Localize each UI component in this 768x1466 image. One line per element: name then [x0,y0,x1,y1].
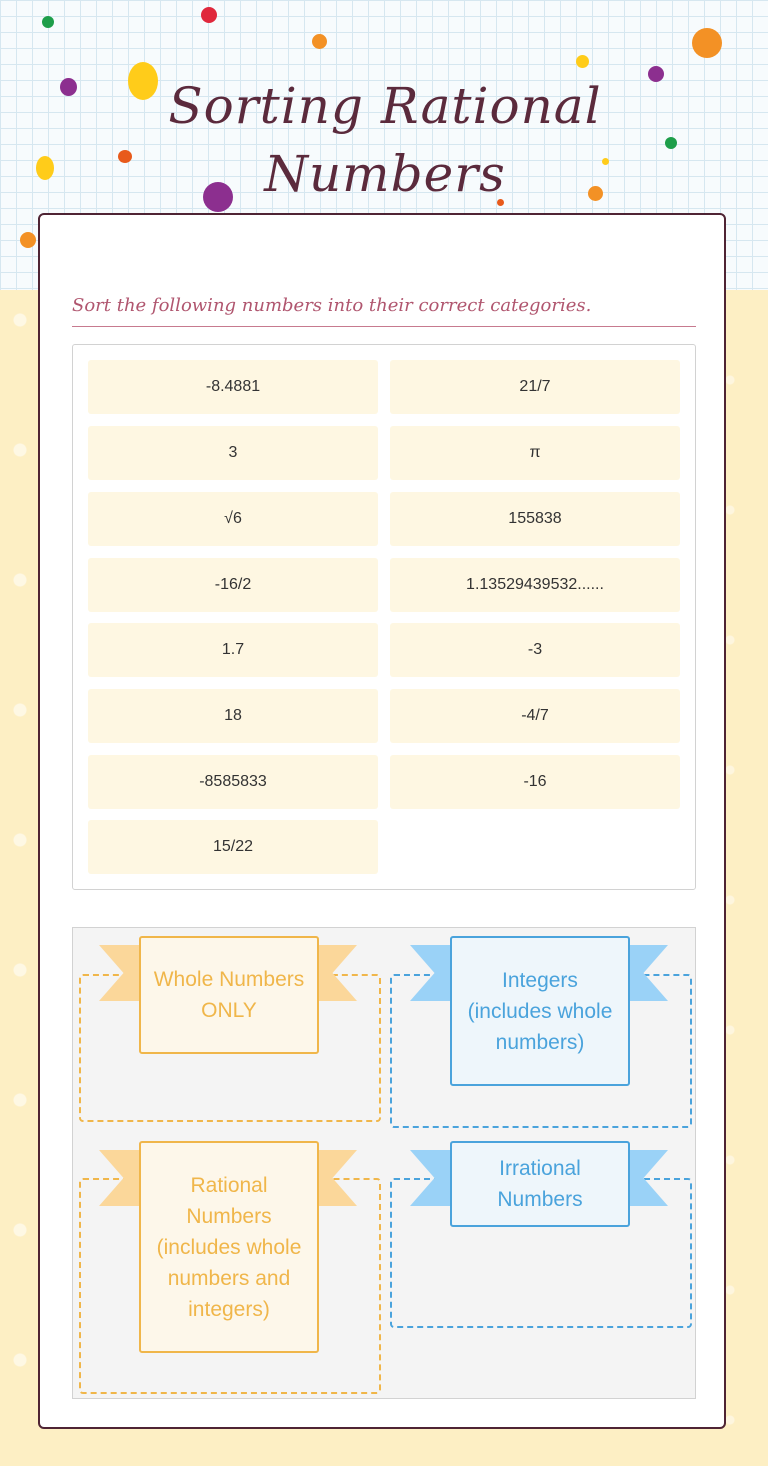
category-label-whole-numbers: Whole Numbers ONLY [139,936,319,1054]
draggable-number[interactable]: 21/7 [390,360,680,414]
draggable-number[interactable]: 1.13529439532...... [390,558,680,612]
categories-panel [72,927,696,1399]
category-label-rational-numbers: Rational Numbers (includes whole numbers and integers) [139,1141,319,1353]
category-label-irrational-numbers: Irrational Numbers [450,1141,630,1227]
draggable-number[interactable]: √6 [88,492,378,546]
draggable-number[interactable]: -4/7 [390,689,680,743]
draggable-number[interactable]: -8585833 [88,755,378,809]
draggable-number[interactable]: -8.4881 [88,360,378,414]
draggable-number[interactable]: π [390,426,680,480]
draggable-number[interactable]: 18 [88,689,378,743]
draggable-number[interactable]: -16/2 [88,558,378,612]
draggable-number[interactable]: 15/22 [88,820,378,874]
draggable-number[interactable]: -16 [390,755,680,809]
items-bank [72,344,696,890]
instruction-text: Sort the following numbers into their correct categories. [72,295,696,327]
draggable-number[interactable]: 1.7 [88,623,378,677]
category-label-integers: Integers (includes whole numbers) [450,936,630,1086]
worksheet-card [38,213,726,1429]
draggable-number[interactable]: 3 [88,426,378,480]
draggable-number[interactable]: 155838 [390,492,680,546]
draggable-number[interactable]: -3 [390,623,680,677]
page-title: Sorting Rational Numbers [168,77,602,203]
